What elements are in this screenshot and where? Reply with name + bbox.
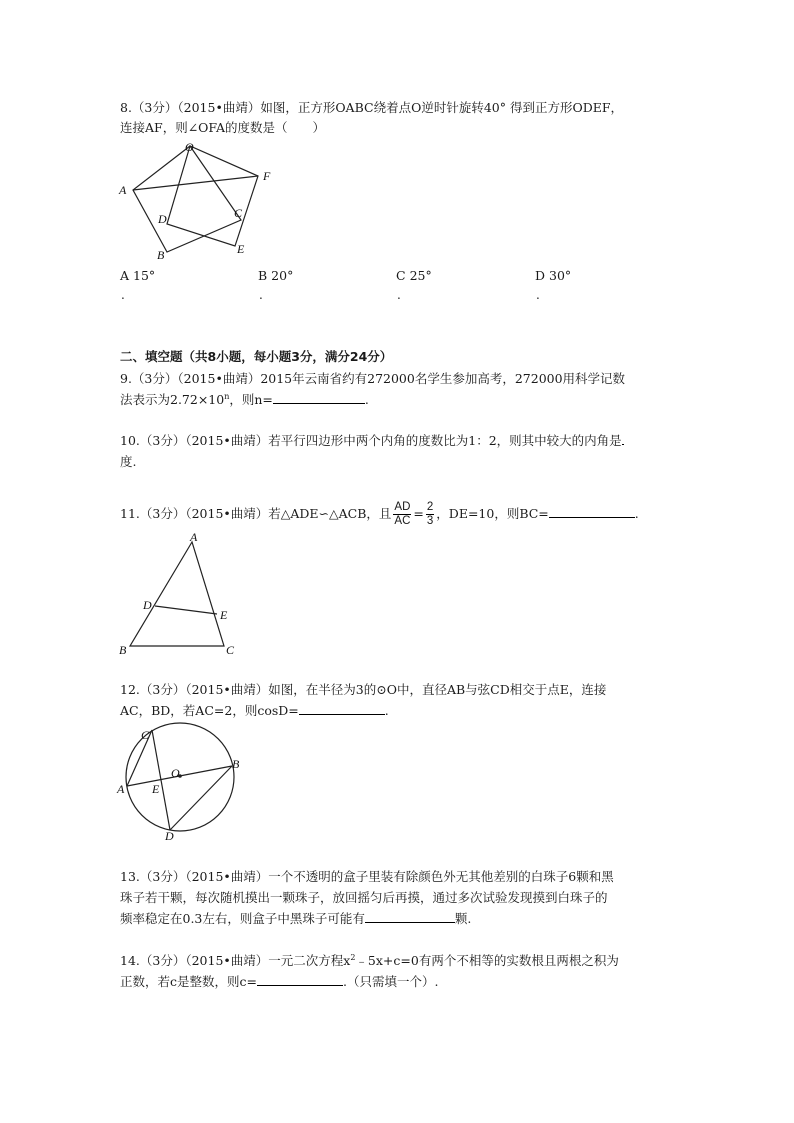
- q9-text: ，则n=: [229, 392, 273, 407]
- option-dot: .: [259, 288, 263, 302]
- q14-square-exponent: 2: [350, 952, 356, 962]
- q13-stem-line1: 13.（3分）（2015•曲靖）一个不透明的盒子里装有除颜色外无其他差别的白珠子6颗和黑: [120, 869, 614, 884]
- q11-text: ，DE=10，则BC=: [436, 506, 549, 521]
- fraction-two-thirds: [426, 501, 434, 528]
- q11-text: .: [634, 506, 639, 521]
- section-heading-fill-in: 二、填空题（共8小题，每小题3分，满分24分）: [120, 349, 393, 364]
- q14-answer-blank[interactable]: [257, 972, 343, 986]
- fraction-denominator: 3: [426, 515, 434, 527]
- q14-stem-line2: [120, 972, 438, 991]
- q10-text: 10.（3分）（2015•曲靖）若平行四边形中两个内角的度数比为1：2，则其中较大的内角是: [120, 433, 622, 448]
- label-e: E: [237, 242, 245, 256]
- triangle-abc: [130, 542, 224, 646]
- q13-text: 频率稳定在0.3左右，则盒子中黑珠子可能有: [120, 911, 365, 926]
- q10-stem-line2: 度.: [120, 454, 137, 469]
- label-d: D: [143, 598, 152, 612]
- option-value: 15°: [133, 268, 156, 283]
- q9-text: .: [364, 392, 369, 407]
- q11-figure-similar-triangles: [112, 532, 252, 660]
- option-letter: D: [535, 268, 546, 283]
- option-dot: .: [536, 288, 540, 302]
- q12-text: AC，BD，若AC=2，则cosD=: [120, 703, 299, 718]
- fraction-numerator: 2: [426, 501, 434, 513]
- label-c: C: [141, 728, 150, 742]
- label-o: O: [185, 140, 194, 154]
- q9-stem-line1: 9.（3分）（2015•曲靖）2015年云南省约有272000名学生参加高考，272000用科学记数: [120, 371, 626, 386]
- label-o: O: [171, 766, 180, 780]
- q10-answer-blank[interactable]: [622, 431, 624, 445]
- option-value: 25°: [409, 268, 432, 283]
- label-b: B: [157, 248, 165, 262]
- label-d: D: [158, 212, 167, 226]
- q14-text: .（只需填一个）.: [342, 974, 439, 989]
- q9-stem-line2: [120, 390, 369, 409]
- q9-answer-blank[interactable]: [273, 390, 365, 404]
- square-odef: [167, 146, 258, 246]
- q12-answer-blank[interactable]: [299, 701, 385, 715]
- option-letter: A: [120, 268, 130, 283]
- label-b: B: [232, 757, 240, 771]
- option-letter: B: [258, 268, 268, 283]
- q8-option-c[interactable]: [396, 266, 432, 285]
- q14-text: 14.（3分）（2015•曲靖）一元二次方程x: [120, 953, 351, 968]
- option-value: 30°: [549, 268, 572, 283]
- q13-stem-line3: [120, 909, 471, 928]
- q13-stem-line2: 珠子若干颗，每次随机摸出一颗珠子，放回摇匀后再摸，通过多次试验发现摸到白珠子的: [120, 890, 608, 905]
- label-a: A: [117, 782, 125, 796]
- q9-text: 法表示为2.72×10: [120, 392, 225, 407]
- q12-stem-line2: [120, 701, 389, 720]
- segment-af: [133, 176, 258, 190]
- q8-option-a[interactable]: [120, 266, 155, 285]
- q8-stem-line1: 8.（3分）（2015•曲靖）如图，正方形OABC绕着点O逆时针旋转40° 得到正方形ODEF，: [120, 100, 624, 115]
- segment-de: [155, 606, 217, 614]
- label-e: E: [220, 608, 228, 622]
- q13-text: 颗.: [454, 911, 472, 926]
- option-value: 20°: [271, 268, 294, 283]
- equals-sign: =: [413, 506, 424, 521]
- q14-stem-line1: [120, 951, 619, 970]
- q9-exponent: n: [224, 391, 230, 401]
- option-dot: .: [121, 288, 125, 302]
- q10-stem-line1: [120, 431, 624, 450]
- q11-stem: [120, 501, 639, 528]
- label-f: F: [263, 169, 271, 183]
- label-e: E: [152, 782, 160, 796]
- q12-text: .: [384, 703, 389, 718]
- q14-text: 正数，若c是整数，则c=: [120, 974, 257, 989]
- q12-stem-line1: 12.（3分）（2015•曲靖）如图，在半径为3的⊙O中，直径AB与弦CD相交于点E，连接: [120, 682, 607, 697]
- fraction-denominator: AC: [394, 515, 411, 527]
- label-c: C: [226, 643, 235, 657]
- q14-text: ﹣5x+c=0有两个不相等的实数根且两根之积为: [355, 953, 619, 968]
- fraction-numerator: AD: [394, 501, 411, 513]
- label-d: D: [165, 829, 174, 843]
- q8-figure-rotated-squares: [115, 138, 285, 264]
- option-dot: .: [397, 288, 401, 302]
- q8-stem-line2: 连接AF，则∠OFA的度数是（ ）: [120, 120, 326, 135]
- label-a: A: [119, 183, 127, 197]
- q12-figure-circle: [112, 722, 252, 846]
- label-c: C: [234, 206, 243, 220]
- fraction-ad-ac: [393, 501, 411, 528]
- chord-cd: [152, 730, 170, 830]
- q8-option-b[interactable]: [258, 266, 293, 285]
- q8-option-d[interactable]: [535, 266, 571, 285]
- option-letter: C: [396, 268, 406, 283]
- label-b: B: [119, 643, 127, 657]
- q11-text: 11.（3分）（2015•曲靖）若△ADE∽△ACB，且: [120, 506, 392, 521]
- label-a: A: [190, 532, 198, 544]
- q13-answer-blank[interactable]: [365, 909, 455, 923]
- q11-answer-blank[interactable]: [549, 504, 635, 518]
